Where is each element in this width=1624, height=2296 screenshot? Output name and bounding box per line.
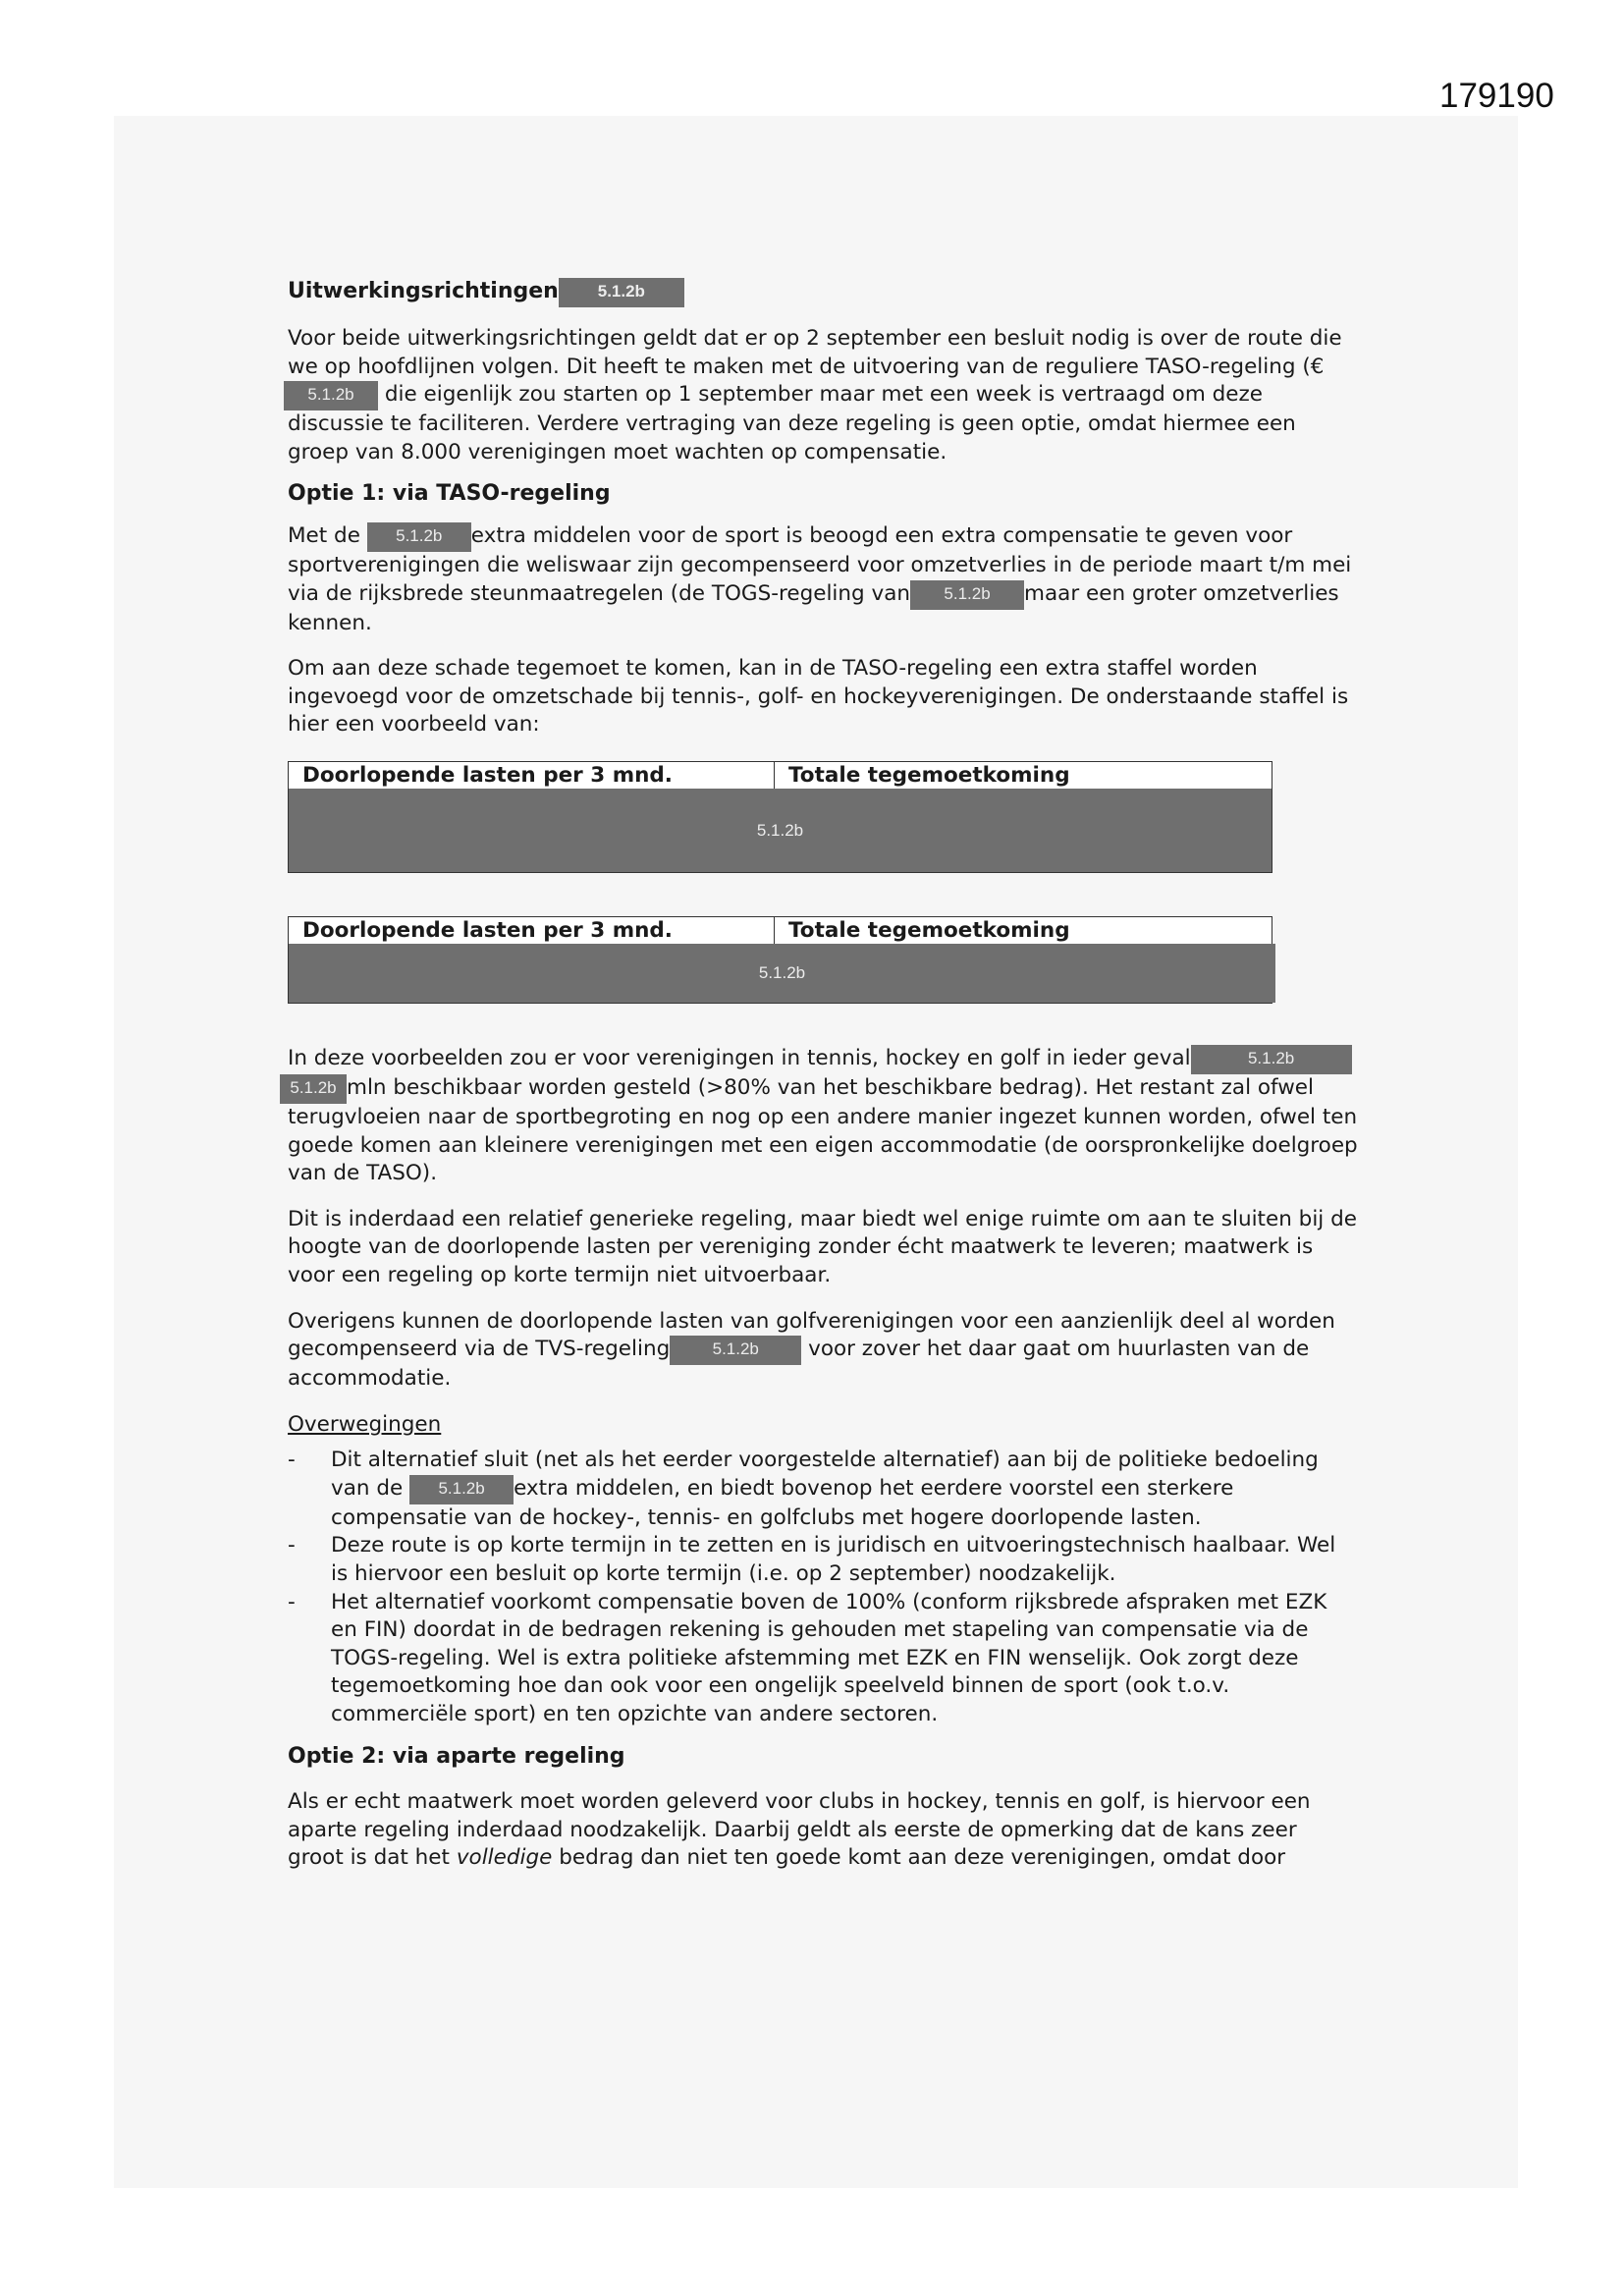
staffel-table-2 xyxy=(288,916,1272,1004)
section-title-text: Uitwerkingsrichtingen xyxy=(288,279,559,303)
emphasis-text: volledige xyxy=(456,1845,553,1871)
paragraph-route xyxy=(288,325,1358,466)
paragraph-text: maar een groter omzetverlies kennen. xyxy=(288,580,1339,635)
paragraph-text: bedrag dan niet ten goede komt aan deze verenigingen, omdat door xyxy=(559,1845,1286,1871)
redaction-box: 5.1.2b xyxy=(409,1475,514,1504)
paragraph-text: Als er echt maatwerk moet worden geleverd voor clubs in hockey, tennis en golf, is hiervoor een aparte regeling inderdaad noodzakelijk. Daarbij geldt als eerste de opmerking dat de kans zeer groot is dat het xyxy=(288,1789,1311,1871)
redaction-box: 5.1.2b xyxy=(280,1074,347,1104)
redaction-box: 5.1.2b xyxy=(910,580,1024,610)
table-header-cell: Totale tegemoetkoming xyxy=(788,762,1070,788)
redaction-box: 5.1.2b xyxy=(284,381,378,410)
paragraph-voorbeelden xyxy=(288,1045,1358,1188)
paragraph-text: die eigenlijk zou starten op 1 september maar met een week is vertraagd om deze discussie te faciliteren. Verdere vertraging van deze regeling is geen optie, omdat hiermee een groep van 8.000 verenigingen moet wachten op compensatie. xyxy=(288,382,1296,465)
list-item-text: Dit alternatief sluit (net als het eerder voorgestelde alternatief) aan bij de politieke bedoeling van de xyxy=(331,1448,1319,1501)
paragraph-text: voor zover het daar gaat om huurlasten van de accommodatie. xyxy=(288,1337,1310,1392)
list-item xyxy=(288,1447,1358,1532)
overwegingen-label: Overwegingen xyxy=(288,1411,442,1437)
paragraph-tvs xyxy=(288,1308,1358,1394)
paragraph-text: extra middelen voor de sport is beoogd een extra compensatie te geven voor sportverenigingen die weliswaar zijn gecompenseerd voor omzetverlies in de periode maart t/m mei via de rijksbrede steunmaatregelen (de TOGS-regeling van xyxy=(288,522,1352,606)
list-item: - Het alternatief voorkomt compensatie boven de 100% (conform rijksbrede afspraken met EZK en FIN) doordat in de bedragen rekening is gehouden met stapeling van compensatie via de TOGS-regeling. Wel is extra politieke afstemming met EZK en FIN wenselijk. Ook zorgt deze tegemoetkoming hoe dan ook voor een ongelijk speelveld binnen de sport (ook t.o.v. commerciële sport) en ten opzichte van andere sectoren. xyxy=(288,1589,1358,1729)
table-header-row xyxy=(289,917,1272,944)
option2-title: Optie 2: via aparte regeling xyxy=(288,1743,625,1769)
document-body xyxy=(288,278,1358,1873)
redacted-table-body: 5.1.2b xyxy=(289,944,1275,1003)
redaction-box: 5.1.2b xyxy=(367,522,471,552)
paragraph-text: Overigens kunnen de doorlopende lasten van golfverenigingen voor een aanzienlijk deel al worden gecompenseerd via de TVS-regeling xyxy=(288,1308,1335,1362)
table-header-cell: Doorlopende lasten per 3 mnd. xyxy=(289,917,775,944)
paragraph-extra-middelen xyxy=(288,522,1358,637)
paragraph-text: Voor beide uitwerkingsrichtingen geldt dat er op 2 september een besluit nodig is over de route die we op hoofdlijnen volgen. Dit heeft te maken met de uitvoering van de reguliere TASO-regeling (€ xyxy=(288,326,1342,379)
redaction-box: 5.1.2b xyxy=(670,1336,801,1365)
paragraph-generiek: Dit is inderdaad een relatief generieke regeling, maar biedt wel enige ruimte om aan te sluiten bij de hoogte van de doorlopende lasten per vereniging zonder écht maatwerk te leveren; maatwerk is voor een regeling op korte termijn niet uitvoerbaar. xyxy=(288,1206,1357,1287)
paragraph-text: In deze voorbeelden zou er voor verenigingen in tennis, hockey en golf in ieder geval xyxy=(288,1045,1191,1070)
table-header-cell: Doorlopende lasten per 3 mnd. xyxy=(289,762,775,789)
section-title xyxy=(288,278,1358,307)
paragraph-aparte-regeling xyxy=(288,1788,1358,1873)
staffel-table-1 xyxy=(288,761,1272,873)
paragraph-text: mln beschikbaar worden gesteld (>80% van het beschikbare bedrag). Het restant zal ofwel terugvloeien naar de sportbegroting en nog op een andere manier ingezet kunnen worden, ofwel ten goede komen aan kleinere verenigingen met een eigen accommodatie (de oorspronkelijke doelgroep van de TASO). xyxy=(288,1074,1358,1186)
option1-title: Optie 1: via TASO-regeling xyxy=(288,481,611,507)
table-header-row xyxy=(289,762,1272,789)
paragraph-staffel: Om aan deze schade tegemoet te komen, kan in de TASO-regeling een extra staffel worden ingevoegd voor de omzetschade bij tennis-, golf- en hockeyverenigingen. De onderstaande staffel is hier een voorbeeld van: xyxy=(288,656,1349,738)
list-item-text: extra middelen, en biedt bovenop het eerdere voorstel een sterkere compensatie van de hockey-, tennis- en golfclubs met hogere doorlopende lasten. xyxy=(331,1475,1234,1530)
redaction-box: 5.1.2b xyxy=(559,278,684,307)
paragraph-text: Met de xyxy=(288,522,360,548)
list-item: - Deze route is op korte termijn in te zetten en is juridisch en uitvoeringstechnisch haalbaar. Wel is hiervoor een besluit op korte termijn (i.e. op 2 september) noodzakelijk. xyxy=(288,1532,1358,1588)
redaction-box: 5.1.2b xyxy=(1191,1045,1352,1074)
table-header-cell: Totale tegemoetkoming xyxy=(788,917,1070,943)
document-number: 179190 xyxy=(1439,77,1554,115)
overwegingen-list xyxy=(288,1447,1358,1728)
redacted-table-body: 5.1.2b xyxy=(289,789,1272,872)
